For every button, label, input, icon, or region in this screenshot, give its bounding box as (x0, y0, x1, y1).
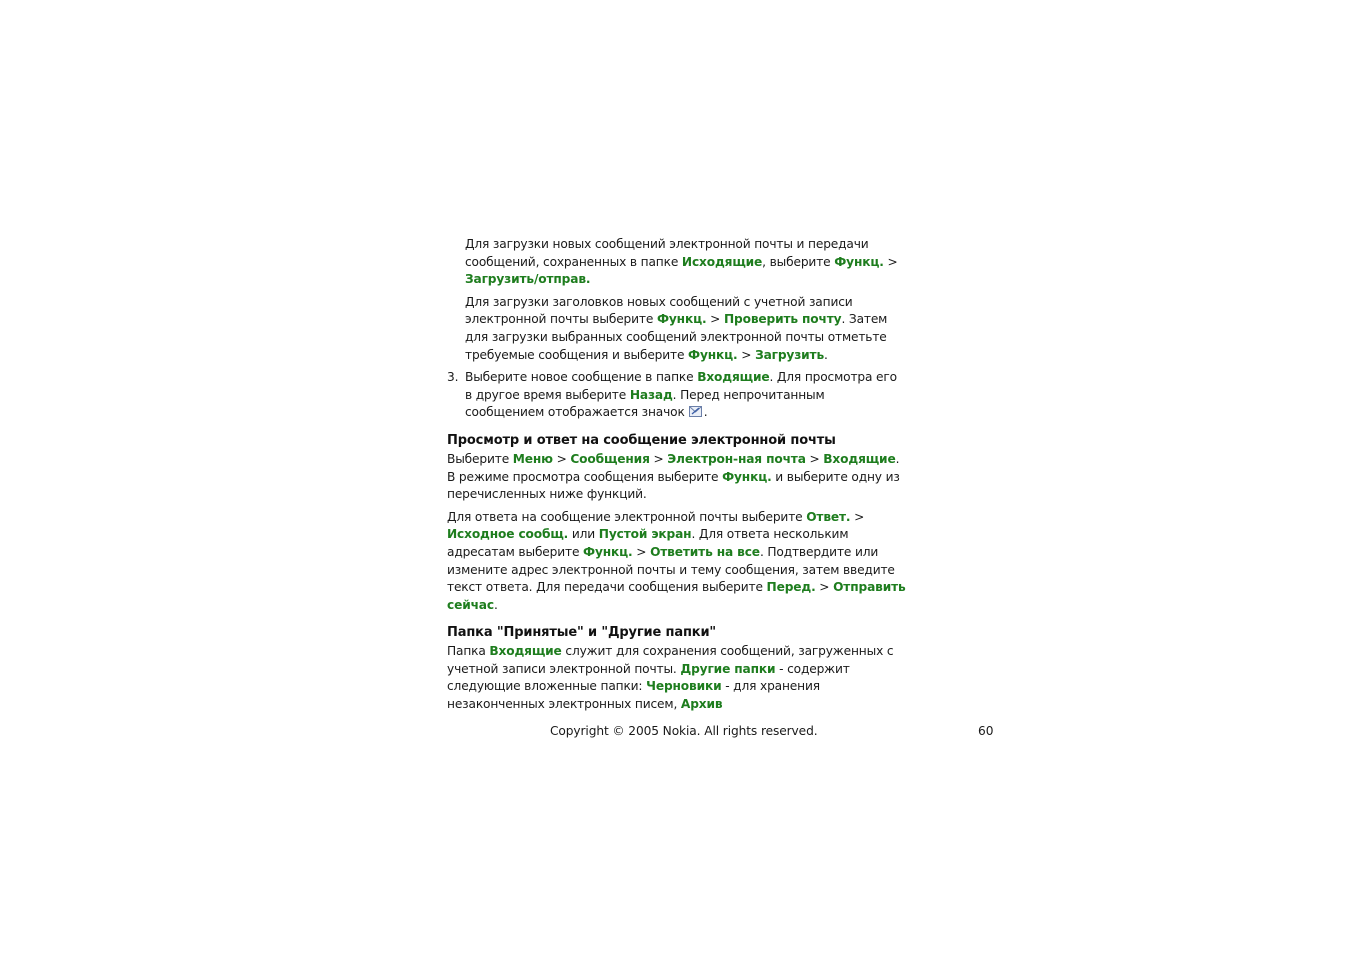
separator: > (850, 509, 865, 524)
section-heading-folders: Папка "Принятые" и "Другие папки" (447, 625, 717, 641)
link-original-message: Исходное сообщ. (447, 527, 569, 542)
paragraph-check-mail (447, 294, 907, 364)
text: . (703, 405, 708, 420)
link-send-now: Отправить сейчас (447, 580, 906, 612)
link-email: Электрон-ная почта (667, 451, 806, 466)
paragraph-view-message (447, 451, 907, 504)
text: Папка (447, 644, 490, 659)
page-content (447, 236, 907, 714)
link-outbox: Исходящие (681, 254, 763, 269)
separator: > (737, 347, 756, 362)
section-heading-view-reply: Просмотр и ответ на сообщение электронной почты (447, 432, 836, 448)
text: Выберите новое сообщение в папке (465, 370, 698, 385)
link-drafts: Черновики (646, 679, 722, 694)
text: Для ответа на сообщение электронной почты выберите (447, 509, 807, 524)
text: или (568, 527, 599, 542)
text: . Затем для загрузки выбранных сообщений электронной почты отметьте требуемые сообщения и выберите (465, 312, 888, 362)
separator: > (883, 254, 898, 269)
text: . Для просмотра его в другое время выберите (465, 370, 897, 402)
link-options: Функц. (656, 312, 707, 327)
link-reply: Ответ. (806, 509, 851, 524)
paragraph-send-receive (447, 236, 907, 289)
list-number: 3. (447, 370, 459, 385)
link-reply-all: Ответить на все (650, 544, 760, 559)
link-messages: Сообщения (570, 451, 650, 466)
link-options: Функц. (688, 347, 738, 362)
separator: > (815, 580, 834, 595)
unread-mail-icon (689, 406, 702, 417)
separator: > (805, 451, 824, 466)
list-item-step-3 (447, 369, 907, 422)
link-check-mail: Проверить почту (723, 312, 842, 327)
footer-copyright: Copyright © 2005 Nokia. All rights reserved. (550, 724, 818, 738)
text: . В режиме просмотра сообщения выберите (447, 451, 900, 484)
link-inbox: Входящие (697, 370, 770, 385)
separator: > (706, 312, 724, 327)
text: , выберите (762, 254, 835, 269)
text: . Для ответа нескольким адресатам выберите (447, 527, 849, 559)
link-inbox: Входящие (823, 451, 896, 466)
text: служит для сохранения сообщений, загруженных с учетной записи электронной почты. (447, 644, 894, 676)
separator: > (632, 544, 651, 559)
page-number: 60 (978, 724, 994, 738)
link-blank-screen: Пустой экран (598, 527, 692, 542)
link-back: Назад (629, 387, 673, 402)
link-options: Функц. (583, 544, 633, 559)
text: и выберите одну из перечисленных ниже функций. (447, 469, 900, 502)
text: Выберите (447, 451, 513, 466)
link-options: Функц. (834, 254, 884, 269)
link-download: Загрузить (755, 347, 825, 362)
link-send: Перед. (766, 580, 816, 595)
link-inbox: Входящие (489, 644, 562, 659)
separator: > (552, 451, 571, 466)
paragraph-folders (447, 643, 907, 713)
paragraph-reply (447, 509, 907, 615)
text: - для хранения незаконченных электронных писем, (447, 679, 820, 712)
text: Для загрузки новых сообщений электронной почты и передачи сообщений, сохраненных в папке (465, 237, 869, 269)
text: . Перед непрочитанным сообщением отображается значок (465, 387, 825, 420)
link-other-folders: Другие папки (680, 661, 776, 676)
link-menu: Меню (512, 451, 553, 466)
text: . (824, 347, 828, 362)
text: . Подтвердите или измените адрес электронной почты и тему сообщения, затем введите текст ответа. Для передачи сообщения выберите (447, 544, 895, 595)
link-options: Функц. (722, 469, 772, 484)
link-archive: Архив (680, 697, 723, 712)
separator: > (649, 451, 668, 466)
text: Для загрузки заголовков новых сообщений с учетной записи электронной почты выберите (465, 294, 853, 327)
text: . (493, 597, 498, 612)
link-send-receive: Загрузить/отправ. (465, 272, 591, 287)
text: - содержит следующие вложенные папки: (447, 661, 850, 694)
